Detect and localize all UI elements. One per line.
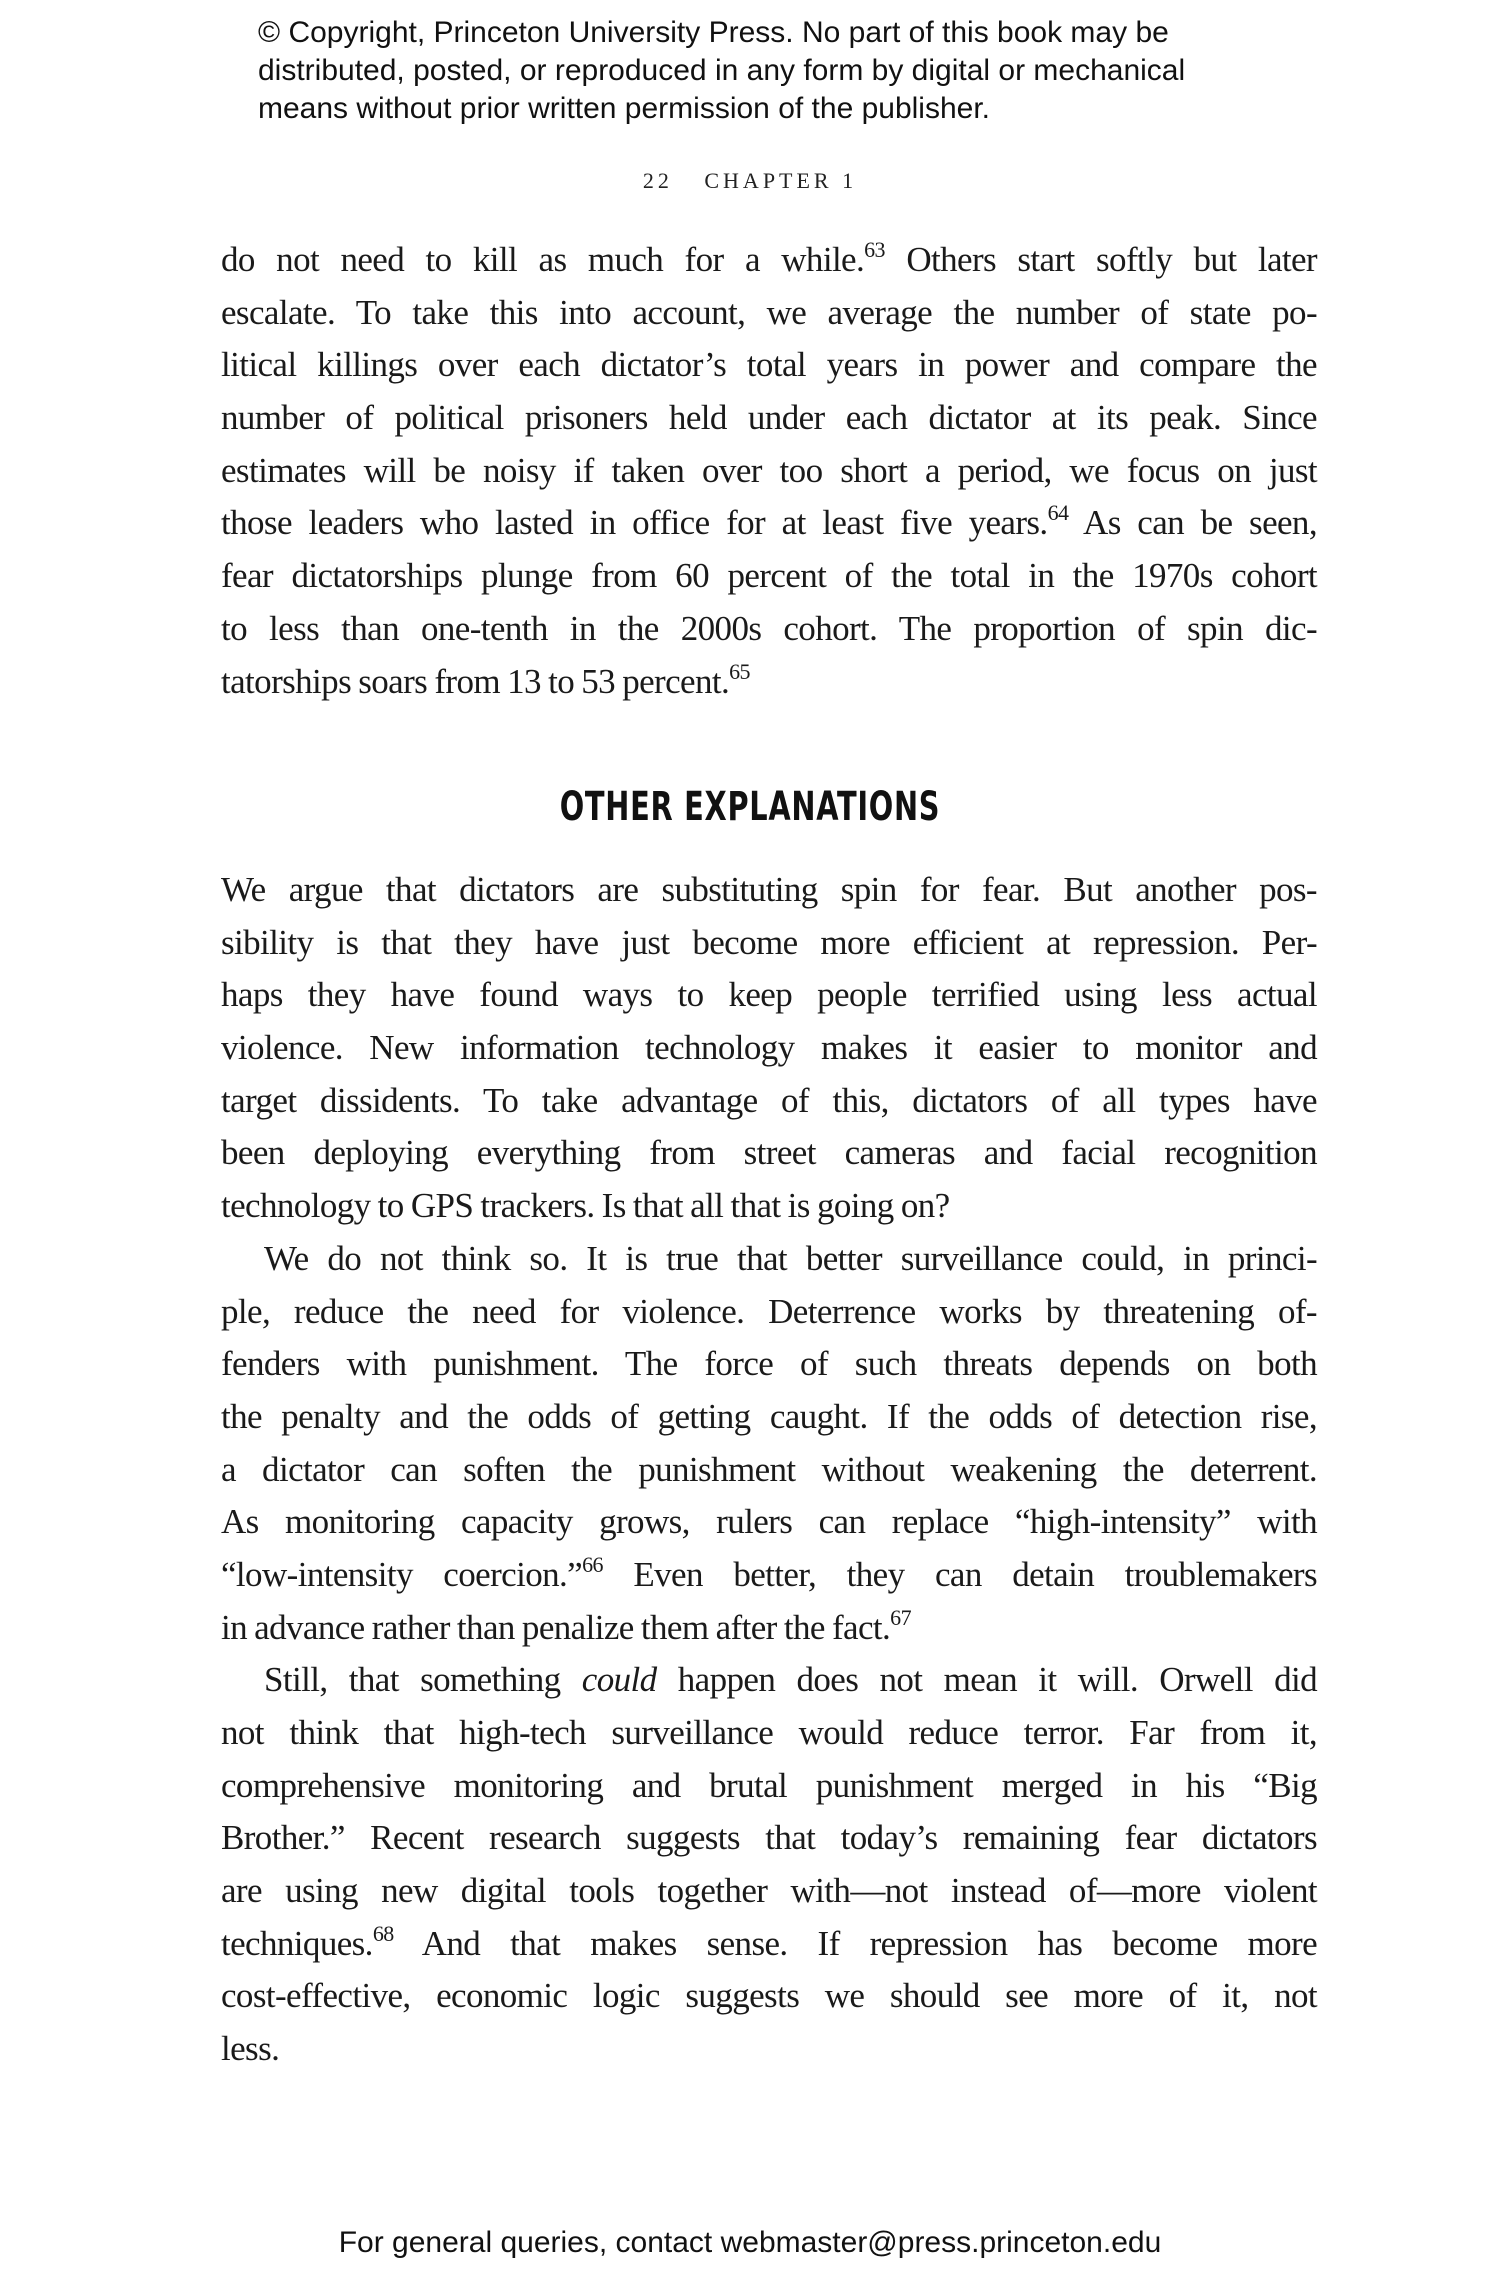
line-text: And that makes sense. If repression has become more: [393, 1923, 1317, 1963]
chapter-label: CHAPTER 1: [704, 168, 858, 193]
page-number: 22: [642, 168, 673, 193]
line-text: sibility is that they have just become more efficient at repression. Per-: [221, 922, 1317, 962]
paragraph-section-2: [221, 864, 1317, 2076]
line-text: tatorships soars from 13 to 53 percent.: [221, 661, 730, 701]
line-text: those leaders who lasted in office for at least five years.: [221, 503, 1048, 543]
line-text: Even better, they can detain troublemakers: [602, 1554, 1317, 1594]
line-text: “low-intensity coercion.”: [221, 1554, 583, 1594]
text-line: [221, 1602, 1317, 1655]
text-line: [221, 1286, 1317, 1339]
footnote-marker: 66: [582, 1551, 603, 1577]
text-line: [221, 1654, 1317, 1707]
text-line: [221, 234, 1317, 287]
text-line: [221, 445, 1317, 498]
text-line: [221, 1970, 1317, 2023]
section-heading: OTHER EXPLANATIONS: [559, 784, 941, 830]
text-line: [221, 287, 1317, 340]
text-line: [221, 1760, 1317, 1813]
line-text: are using new digital tools together with—not instead of—more violent: [221, 1871, 1317, 1911]
line-text: Brother.” Recent research suggests that today’s remaining fear dictators: [221, 1818, 1317, 1858]
footer-contact: For general queries, contact webmaster@press.princeton.edu: [338, 2226, 1162, 2259]
line-text: As monitoring capacity grows, rulers can replace “high-intensity” with: [221, 1502, 1317, 1542]
text-line: [221, 603, 1317, 656]
text-line: [221, 1338, 1317, 1391]
line-text: fear dictatorships plunge from 60 percent of the total in the 1970s cohort: [221, 556, 1317, 596]
line-text: technology to GPS trackers. Is that all that is going on?: [221, 1186, 950, 1226]
line-text: litical killings over each dictator’s total years in power and compare the: [221, 345, 1317, 385]
text-line: [221, 1496, 1317, 1549]
line-text: violence. New information technology makes it easier to monitor and: [221, 1028, 1317, 1068]
line-text: in advance rather than penalize them after the fact.: [221, 1607, 891, 1647]
line-text: been deploying everything from street cameras and facial recognition: [221, 1133, 1317, 1173]
paragraph-section-1: [221, 234, 1317, 708]
text-line: [221, 1233, 1317, 1286]
footnote-marker: 64: [1047, 500, 1069, 526]
line-text: to less than one-tenth in the 2000s cohort. The proportion of spin dic-: [221, 608, 1317, 648]
copyright-line: distributed, posted, or reproduced in any form by digital or mechanical: [258, 54, 1186, 87]
text-line: [221, 969, 1317, 1022]
text-line: [221, 392, 1317, 445]
copyright-line: © Copyright, Princeton University Press. No part of this book may be: [258, 16, 1169, 49]
line-text: not think that high-tech surveillance would reduce terror. Far from it,: [221, 1713, 1317, 1752]
running-head: [0, 168, 1500, 194]
line-text: estimates will be noisy if taken over too short a period, we focus on just: [221, 450, 1317, 490]
italic-text: could: [581, 1660, 657, 1700]
text-line: [221, 1180, 1317, 1233]
line-text: escalate. To take this into account, we average the number of state po-: [221, 292, 1317, 332]
line-text: techniques.: [221, 1923, 373, 1963]
text-line: [221, 339, 1317, 392]
text-line: [221, 1918, 1317, 1971]
line-text: We argue that dictators are substituting spin for fear. But another pos-: [221, 870, 1317, 909]
line-text: haps they have found ways to keep people terrified using less actual: [221, 975, 1317, 1015]
line-text: a dictator can soften the punishment without weakening the deterrent.: [221, 1449, 1317, 1489]
text-line: [221, 864, 1317, 917]
text-line: [221, 1127, 1317, 1180]
copyright-notice: [258, 14, 1358, 128]
line-text: the penalty and the odds of getting caught. If the odds of detection rise,: [221, 1396, 1317, 1436]
text-line: [221, 497, 1317, 550]
copyright-line: means without prior written permission of the publisher.: [258, 92, 991, 125]
line-text: fenders with punishment. The force of such threats depends on both: [221, 1344, 1317, 1384]
footnote-marker: 63: [864, 237, 885, 262]
line-text: We do not think so. It is true that better surveillance could, in princi-: [264, 1238, 1317, 1278]
text-line: [221, 1865, 1317, 1918]
line-text: comprehensive monitoring and brutal punishment merged in his “Big: [221, 1765, 1317, 1805]
text-line: [221, 2023, 1317, 2076]
text-line: [221, 1812, 1317, 1865]
line-text: less.: [221, 2029, 280, 2069]
text-line: [221, 1707, 1317, 1760]
line-text: As can be seen,: [1068, 503, 1317, 543]
footnote-marker: 68: [372, 1920, 394, 1946]
footnote-marker: 65: [729, 658, 750, 684]
footnote-marker: 67: [890, 1604, 911, 1630]
text-line: [221, 550, 1317, 603]
text-line: [221, 1022, 1317, 1075]
text-line: [221, 1549, 1317, 1602]
text-line: [221, 1444, 1317, 1497]
line-text: Others start softly but later: [884, 240, 1317, 279]
text-line: [221, 1075, 1317, 1128]
line-text: cost-effective, economic logic suggests we should see more of it, not: [221, 1976, 1317, 2016]
line-text: happen does not mean it will. Orwell did: [656, 1660, 1317, 1700]
text-line: [221, 1391, 1317, 1444]
line-text: target dissidents. To take advantage of this, dictators of all types have: [221, 1080, 1317, 1120]
line-text: ple, reduce the need for violence. Deterrence works by threatening of-: [221, 1291, 1317, 1331]
text-line: [221, 917, 1317, 970]
line-text: do not need to kill as much for a while.: [221, 240, 865, 279]
line-text: Still, that something: [264, 1660, 582, 1700]
text-line: [221, 656, 1317, 709]
line-text: number of political prisoners held under each dictator at its peak. Since: [221, 398, 1317, 438]
